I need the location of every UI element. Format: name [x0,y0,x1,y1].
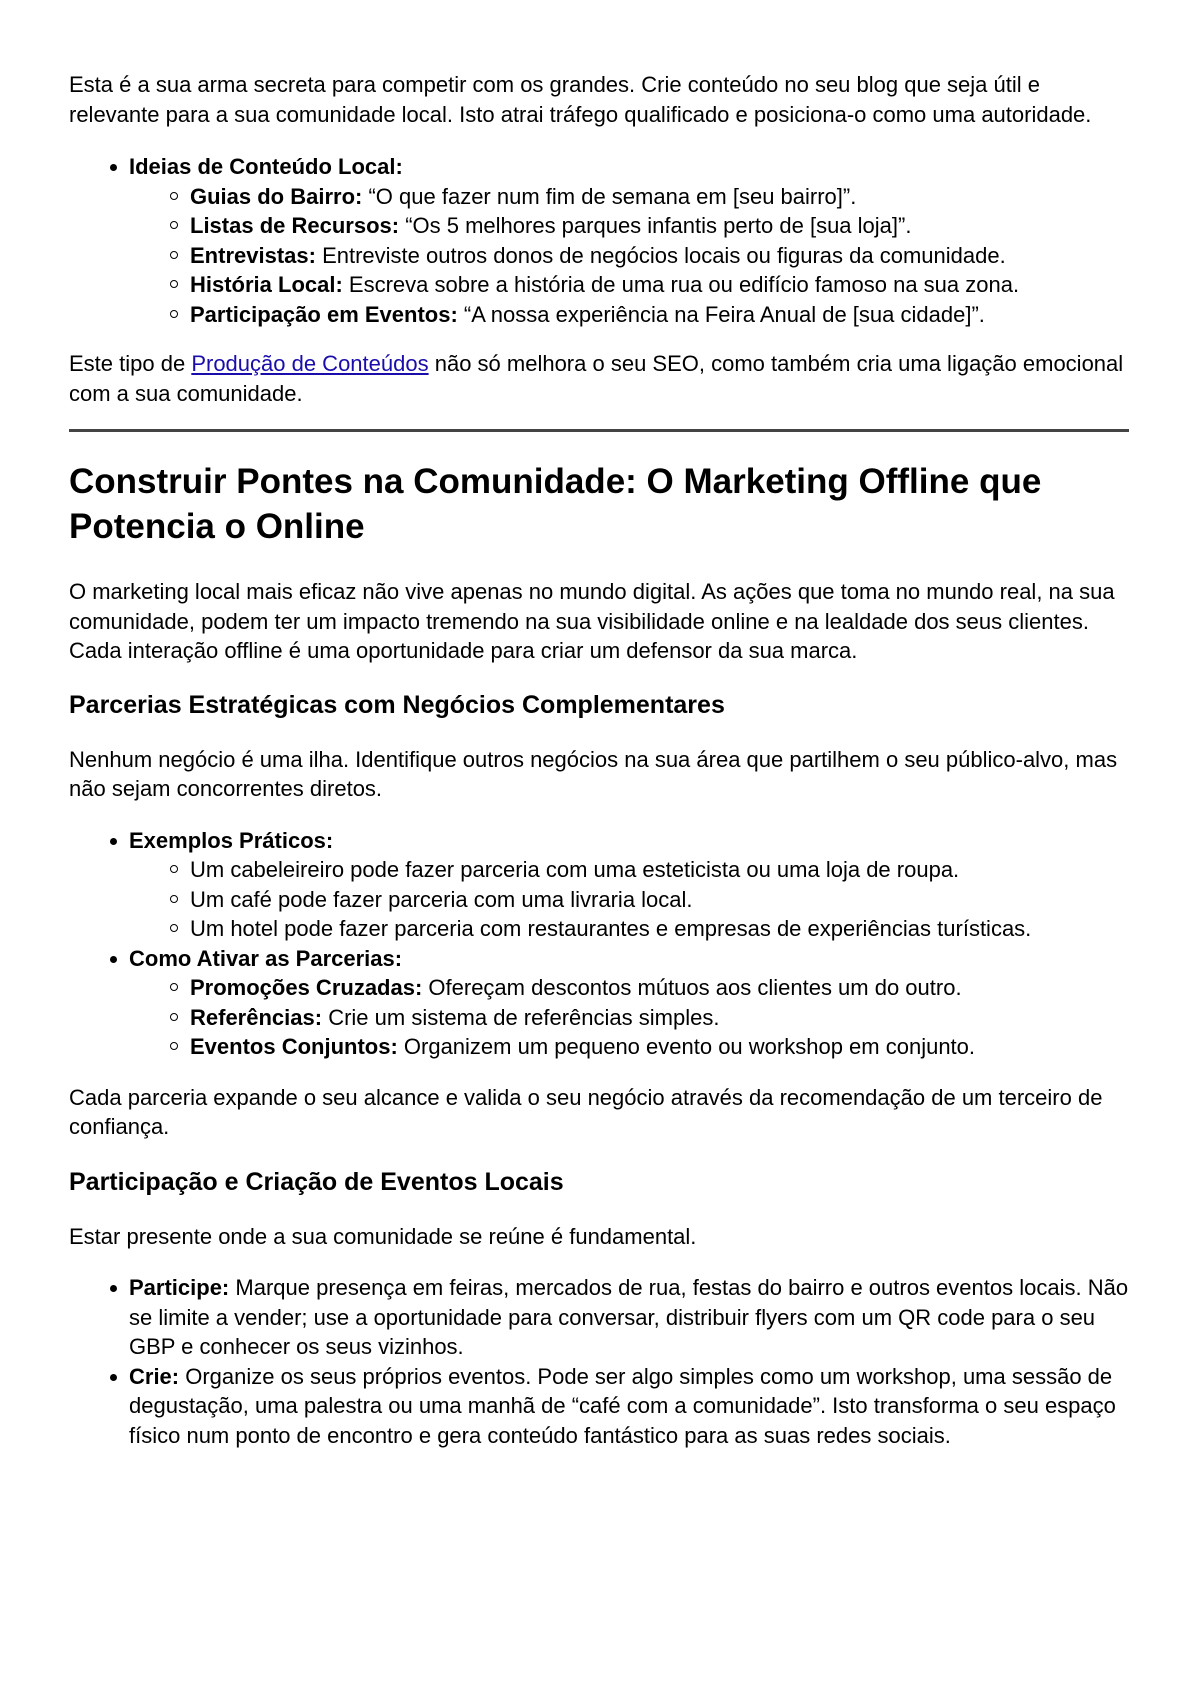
list-item [190,973,1129,1003]
list-item [129,944,1129,1062]
intro-paragraph: Esta é a sua arma secreta para competir com os grandes. Crie conteúdo no seu blog que seja útil e relevante para a sua comunidade local. Isto atrai tráfego qualificado e posiciona-o como uma autoridade. [69,72,1092,127]
item-text: Organize os seus próprios eventos. Pode ser algo simples como um workshop, uma sessão de degustação, uma palestra ou uma manhã de “café com a comunidade”. Isto transforma o seu espaço físico num ponto de encontro e gera conteúdo fantástico para as suas redes sociais. [129,1363,1116,1448]
list-item [190,270,1129,300]
item-label: História Local: [190,272,343,297]
list-item: Um hotel pode fazer parceria com restaurantes e empresas de experiências turísticas. [190,914,1129,944]
partnerships-closing: Cada parceria expande o seu alcance e valida o seu negócio através da recomendação de um terceiro de confiança. [69,1084,1103,1139]
section-heading: Construir Pontes na Comunidade: O Marketing Offline que Potencia o Online [69,462,1042,546]
list-item [190,241,1129,271]
list-item [129,1273,1129,1362]
sublist [129,973,1129,1062]
item-label: Participe: [129,1275,230,1300]
item-label: Participação em Eventos: [190,301,458,327]
partnerships-list [69,826,1129,1062]
item-text: Escreva sobre a história de uma rua ou edifício famoso na sua zona. [342,272,1020,297]
list-item [190,300,1129,330]
partnerships-heading: Parcerias Estratégicas com Negócios Complementares [69,690,725,719]
item-label: Eventos Conjuntos: [190,1034,398,1059]
list-item [190,211,1129,241]
list-item-title: Exemplos Práticos: [129,827,334,853]
events-list [69,1273,1129,1450]
closing-text-start: Este tipo de [69,351,192,376]
item-label: Crie: [129,1363,180,1389]
list-item [190,1032,1129,1062]
document-page [69,70,1129,1450]
item-text: Ofereçam descontos mútuos aos clientes um do outro. [422,975,962,1000]
list-item [190,182,1129,212]
closing-paragraph [69,349,1129,408]
list-item [129,1362,1129,1451]
item-label: Referências: [190,1004,323,1030]
item-label: Guias do Bairro: [190,183,363,209]
item-label: Listas de Recursos: [190,213,400,238]
sublist [129,855,1129,944]
list-item-title: Ideias de Conteúdo Local: [129,154,403,179]
item-text: “O que fazer num fim de semana em [seu bairro]”. [362,183,857,209]
item-text: Organizem um pequeno evento ou workshop em conjunto. [397,1034,976,1059]
item-label: Entrevistas: [190,242,316,268]
list-item [129,152,1129,329]
section-intro-paragraph: O marketing local mais eficaz não vive apenas no mundo digital. As ações que toma no mundo real, na sua comunidade, podem ter um impacto tremendo na sua visibilidade online e na lealdade dos seus clientes. Cada interação offline é uma oportunidade para criar um defensor da sua marca. [69,579,1115,663]
list-item [129,826,1129,944]
list-item [190,1003,1129,1033]
list-item: Um cabeleireiro pode fazer parceria com uma esteticista ou uma loja de roupa. [190,855,1129,885]
list-item: Um café pode fazer parceria com uma livraria local. [190,885,1129,915]
item-text: Marque presença em feiras, mercados de rua, festas do bairro e outros eventos locais. Não se limite a vender; use a oportunidade para conversar, distribuir flyers com um QR code para o seu GBP e conhecer os seus vizinhos. [129,1275,1129,1359]
content-production-link[interactable]: Produção de Conteúdos [191,351,429,376]
item-text: “A nossa experiência na Feira Anual de [sua cidade]”. [457,301,985,327]
content-ideas-list [69,152,1129,329]
events-intro: Estar presente onde a sua comunidade se reúne é fundamental. [69,1223,697,1249]
item-text: “Os 5 melhores parques infantis perto de [sua loja]”. [399,213,912,238]
item-text: Entreviste outros donos de negócios locais ou figuras da comunidade. [315,242,1006,268]
sublist [129,182,1129,330]
events-heading: Participação e Criação de Eventos Locais [69,1167,564,1196]
section-divider [69,429,1129,432]
item-label: Promoções Cruzadas: [190,975,423,1000]
closing-text-end: não só melhora o seu SEO, como também cria uma ligação emocional com a sua comunidade. [69,351,1124,406]
list-item-title: Como Ativar as Parcerias: [129,945,403,971]
partnerships-intro: Nenhum negócio é uma ilha. Identifique outros negócios na sua área que partilhem o seu público-alvo, mas não sejam concorrentes diretos. [69,746,1118,801]
item-text: Crie um sistema de referências simples. [322,1004,720,1030]
